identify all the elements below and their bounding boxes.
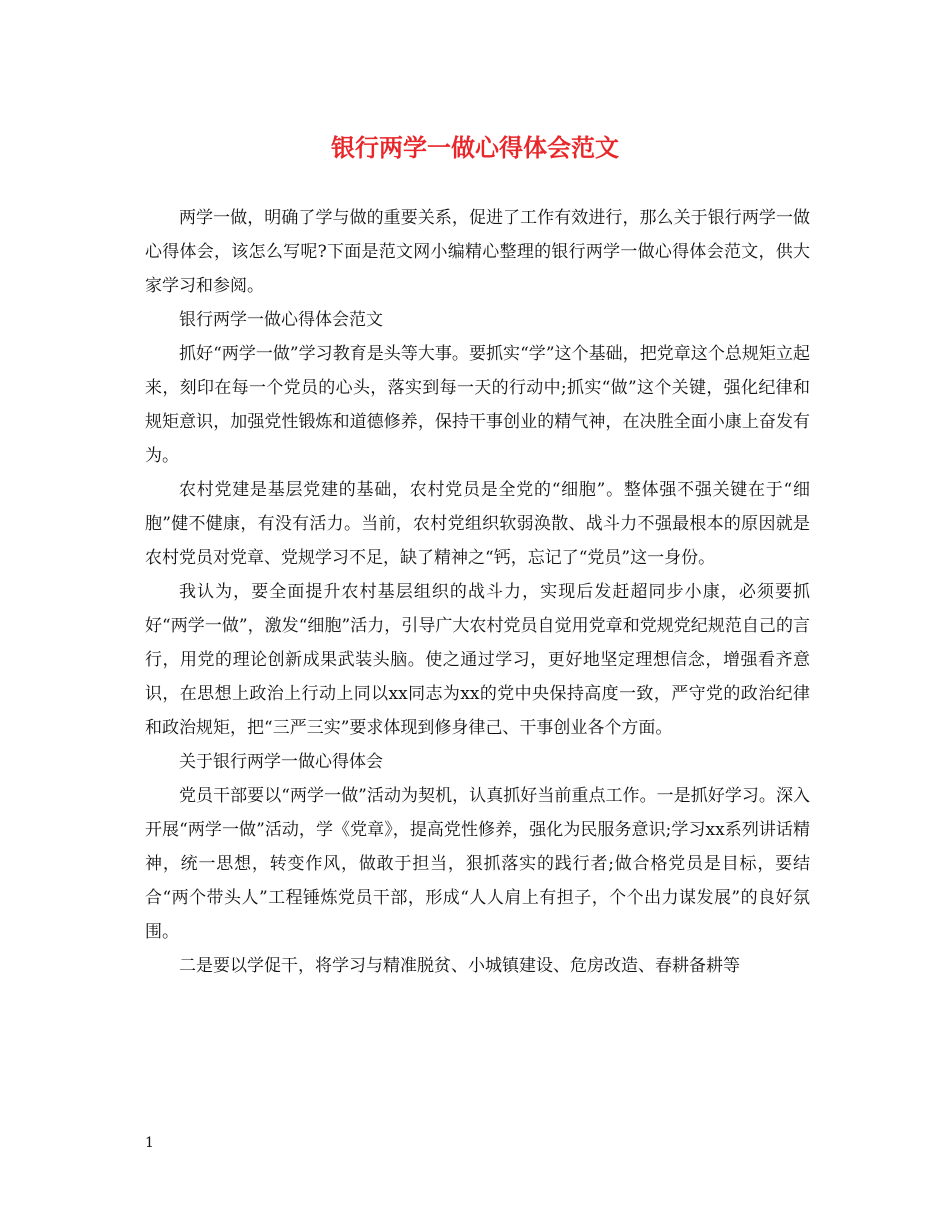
paragraph-second-point: 二是要以学促干，将学习与精准脱贫、小城镇建设、危房改造、春耕备耕等 <box>179 956 740 976</box>
section-heading-2: 关于银行两学一做心得体会 <box>179 752 383 772</box>
section-heading-1: 银行两学一做心得体会范文 <box>179 310 383 330</box>
paragraph-rural-party: 农村党建是基层党建的基础，农村党员是全党的“细胞”。整体强不强关键在于“细胞”健不健康，有没有活力。当前，农村党组织软弱涣散、战斗力不强最根本的原因就是农村党员对党章、党规学习不足，缺了精神之“钙，忘记了“党员”这一身份。 <box>145 480 810 568</box>
page-number: 1 <box>145 1135 154 1151</box>
paragraph-intro: 两学一做，明确了学与做的重要关系，促进了工作有效进行，那么关于银行两学一做心得体会，该怎么写呢?下面是范文网小编精心整理的银行两学一做心得体会范文，供大家学习和参阅。 <box>145 208 810 296</box>
document-body <box>145 201 810 1101</box>
paragraph-opinion: 我认为，要全面提升农村基层组织的战斗力，实现后发赶超同步小康，必须要抓好“两学一做”，激发“细胞”活力，引导广大农村党员自觉用党章和党规党纪规范自己的言行，用党的理论创新成果武装头脑。使之通过学习，更好地坚定理想信念，增强看齐意识，在思想上政治上行动上同以xx同志为xx的党中央保持高度一致，严守党的政治纪律和政治规矩，把“三严三实”要求体现到修身律己、干事创业各个方面。 <box>145 582 810 738</box>
paragraph-cadres: 党员干部要以“两学一做”活动为契机，认真抓好当前重点工作。一是抓好学习。深入开展“两学一做”活动，学《党章》，提高党性修养，强化为民服务意识;学习xx系列讲话精神，统一思想，转变作风，做敢于担当，狠抓落实的践行者;做合格党员是目标，要结合“两个带头人”工程锤炼党员干部，形成“人人肩上有担子，个个出力谋发展”的良好氛围。 <box>145 786 810 942</box>
paragraph-study-education: 抓好“两学一做”学习教育是头等大事。要抓实“学”这个基础，把党章这个总规矩立起来，刻印在每一个党员的心头，落实到每一天的行动中;抓实“做”这个关键，强化纪律和规矩意识，加强党性锻炼和道德修养，保持干事创业的精气神，在决胜全面小康上奋发有为。 <box>145 344 810 466</box>
document-title: 银行两学一做心得体会范文 <box>331 133 619 162</box>
